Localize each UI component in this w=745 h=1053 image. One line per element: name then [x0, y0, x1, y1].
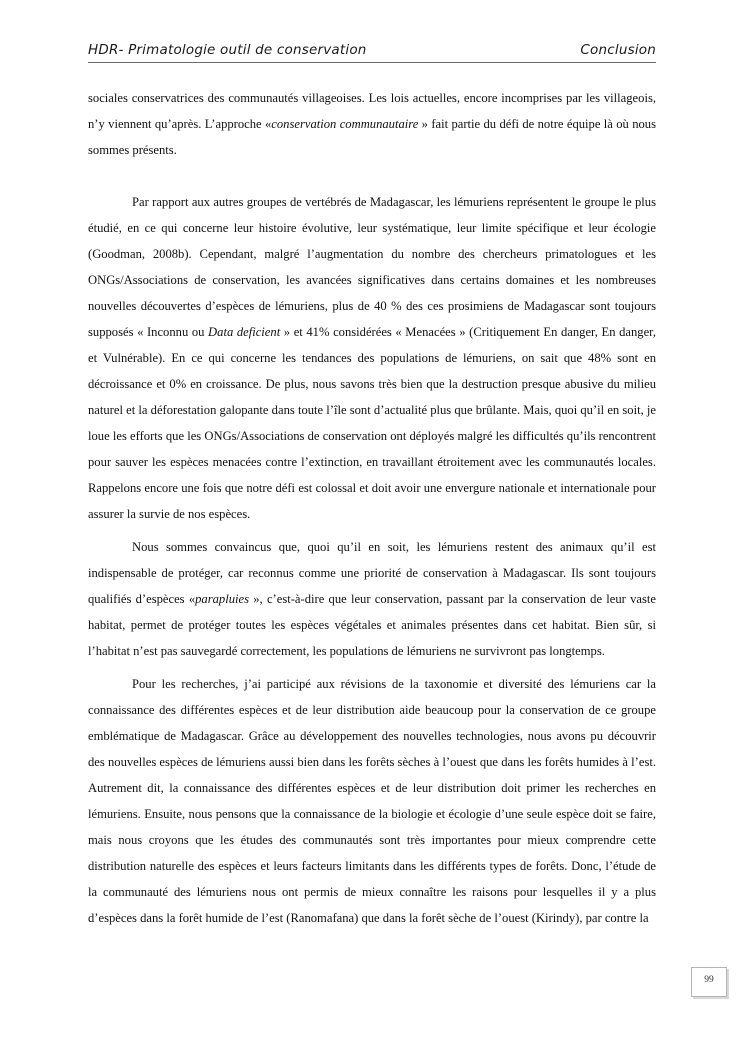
page-header: [88, 40, 656, 63]
body-text: [88, 85, 656, 938]
document-title: HDR- Primatologie outil de conservation: [88, 42, 367, 58]
page-number-box: [691, 967, 727, 997]
paragraph-3: [88, 534, 656, 664]
paragraph-3-text-a: Nous sommes convaincus que, quoi qu’il en soit, les lémuriens restent des animaux qu’il est indispensable de protéger, car reconnus comme une priorité de conservation à Madagascar. Ils sont toujours qualifiés d’espèces «: [88, 540, 656, 606]
paragraph-2-text-b: » et 41% considérées « Menacées » (Critiquement En danger, En danger, et Vulnérable). En ce qui concerne les tendances des populations de lémuriens, on sait que 48% sont en décroissance et 0% en croissance. De plus, nous savons très bien que la destruction presque abusive du milieu naturel et la déforestation galopante dans toute l’île sont d’actualité plus que brûlante. Mais, quoi qu’il en soit, je loue les efforts que les ONGs/Associations de conservation ont déployés malgré les difficultés qu’ils rencontrent pour sauver les espèces menacées contre l’extinction, en travaillant étroitement avec les communautés locales. Rappelons encore une fois que notre défi est colossal et doit avoir une envergure nationale et internationale pour assurer la survie de nos espèces.: [88, 325, 656, 521]
paragraph-1-text-b: » fait partie du défi de notre équipe là où nous sommes présents.: [88, 117, 656, 157]
paragraph-2-emphasis: Data deficient: [208, 325, 281, 339]
paragraph-3-emphasis: parapluies: [195, 592, 249, 606]
paragraph-4: Pour les recherches, j’ai participé aux révisions de la taxonomie et diversité des lémuriens car la connaissance des différentes espèces et de leur distribution aide beaucoup pour la conservation de ce groupe emblématique de Madagascar. Grâce au développement des nouvelles technologies, nous avons pu découvrir des nouvelles espèces de lémuriens aussi bien dans les forêts sèches à l’ouest que dans les forêts humides à l’est. Autrement dit, la connaissance des différentes espèces et de leur distribution doit primer les recherches en lémuriens. Ensuite, nous pensons que la connaissance de la biologie et écologie d’une seule espèce doit se faire, mais nous croyons que les études des communautés sont très importantes pour mieux comprendre cette distribution naturelle des espèces et leurs facteurs limitants dans les différents types de forêts. Donc, l’étude de la communauté des lémuriens nous ont permis de mieux connaître les raisons pour lesquelles il y a plus d’espèces dans la forêt humide de l’est (Ranomafana) que dans la forêt sèche de l’ouest (Kirindy), par contre la: [88, 677, 656, 925]
paragraph-2-text-a: Par rapport aux autres groupes de vertébrés de Madagascar, les lémuriens représentent le groupe le plus étudié, en ce qui concerne leur histoire évolutive, leur systématique, leur limite spécifique et leur écologie (Goodman, 2008b). Cependant, malgré l’augmentation du nombre des chercheurs primatologues et les ONGs/Associations de conservation, les avancées significatives dans certains domaines et les nombreuses nouvelles découvertes d’espèces de lémuriens, plus de 40 % des ces prosimiens de Madagascar sont toujours supposés « Inconnu ou: [88, 195, 656, 339]
paragraph-3-text-b: », c’est-à-dire que leur conservation, passant par la conservation de leur vaste habitat, permet de protéger toutes les espèces végétales et animales présentes dans cet habitat. Bien sûr, si l’habitat n’est pas sauvegardé correctement, les populations de lémuriens ne survivront pas longtemps.: [88, 592, 656, 658]
paragraph-1-emphasis: conservation communautaire: [271, 117, 419, 131]
paragraph-2: [88, 189, 656, 527]
paragraph-1-text-a: sociales conservatrices des communautés villageoises. Les lois actuelles, encore incomprises par les villageois, n’y viennent qu’après. L’approche «: [88, 91, 656, 131]
page-number: 99: [704, 975, 714, 985]
paragraph-1: [88, 85, 656, 163]
section-title: Conclusion: [580, 42, 656, 58]
